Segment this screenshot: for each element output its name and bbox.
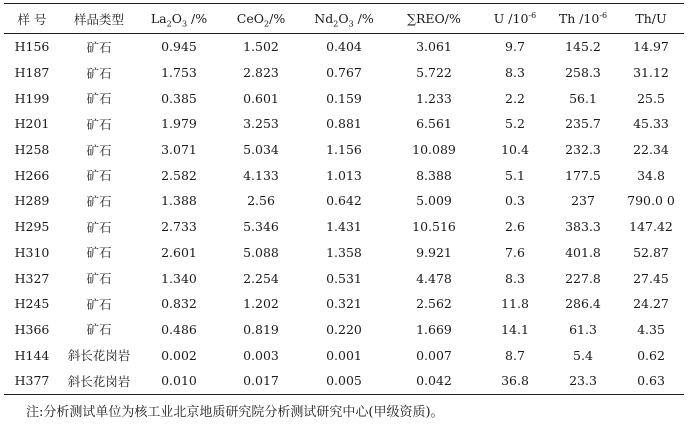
table-cell: 0.3 <box>505 193 525 209</box>
table-cell: 矿石 <box>86 65 112 81</box>
table-cell: 286.4 <box>565 296 601 312</box>
table-cell: 56.1 <box>569 90 597 106</box>
table-header <box>4 4 684 34</box>
table-cell: 8.3 <box>505 65 525 81</box>
table-cell: H258 <box>14 142 50 158</box>
table-cell: 斜长花岗岩 <box>67 373 131 389</box>
table-cell: 383.3 <box>565 219 601 235</box>
table-cell: 9.7 <box>505 39 525 55</box>
table-cell: 11.8 <box>501 296 529 312</box>
table-cell: 14.1 <box>501 321 529 337</box>
table-cell: 10.516 <box>412 219 456 235</box>
table-cell: 矿石 <box>86 116 112 132</box>
table-cell: 8.3 <box>505 270 525 286</box>
table-cell: 0.002 <box>161 347 197 363</box>
table-cell: 0.881 <box>326 116 362 132</box>
table-cell: 0.832 <box>161 296 197 312</box>
table-cell: 2.601 <box>161 244 197 260</box>
table-cell: 矿石 <box>86 91 112 107</box>
table-cell: 1.753 <box>161 65 197 81</box>
table-cell: 14.97 <box>633 39 669 55</box>
table-cell: 0.007 <box>416 347 452 363</box>
table-cell: 10.089 <box>412 142 456 158</box>
table-cell: H201 <box>14 116 50 132</box>
table-row <box>4 85 684 111</box>
table-cell: 237 <box>571 193 595 209</box>
table-cell: 22.34 <box>633 142 669 158</box>
table-cell: H156 <box>14 39 50 55</box>
table-cell: 0.042 <box>416 373 452 389</box>
column-header: Th $/10^{-6}$ <box>558 10 608 26</box>
data-table <box>4 3 684 395</box>
table-cell: 31.12 <box>633 65 669 81</box>
table-row <box>4 368 684 394</box>
table-cell: 27.45 <box>633 270 669 286</box>
table-cell: 34.8 <box>637 167 665 183</box>
table-cell: 1.502 <box>243 39 279 55</box>
table-row <box>4 342 684 368</box>
table-cell: 0.945 <box>161 39 197 55</box>
table-cell: 4.35 <box>637 321 665 337</box>
table-cell: 0.385 <box>161 90 197 106</box>
table-row <box>4 240 684 266</box>
table-cell: 10.4 <box>501 142 529 158</box>
table-cell: H327 <box>14 270 50 286</box>
table-cell: 矿石 <box>86 193 112 209</box>
table-cell: 177.5 <box>565 167 601 183</box>
table-cell: 矿石 <box>86 245 112 261</box>
table-cell: 矿石 <box>86 142 112 158</box>
table-row <box>4 317 684 343</box>
table-row <box>4 34 684 60</box>
table-cell: 0.486 <box>161 321 197 337</box>
column-header: $La_2O_3$ /% <box>150 11 208 29</box>
table-row <box>4 60 684 86</box>
table-cell: 45.33 <box>633 116 669 132</box>
table-cell: 232.3 <box>565 142 601 158</box>
table-cell: 矿石 <box>86 39 112 55</box>
table-cell: H295 <box>14 219 50 235</box>
table-cell: 790.0 0 <box>627 193 675 209</box>
table-cell: 1.358 <box>326 244 362 260</box>
column-header: CeO$_2$/% <box>236 11 286 29</box>
column-header: 样 号 <box>17 11 47 27</box>
table-row <box>4 188 684 214</box>
table-cell: 25.5 <box>637 90 665 106</box>
table-cell: 2.733 <box>161 219 197 235</box>
table-cell: 1.013 <box>326 167 362 183</box>
table-cell: 52.87 <box>633 244 669 260</box>
table-cell: 24.27 <box>633 296 669 312</box>
table-cell: 6.561 <box>416 116 452 132</box>
table-cell: H266 <box>14 167 50 183</box>
table-cell: 1.979 <box>161 116 197 132</box>
table-cell: 235.7 <box>565 116 601 132</box>
table-cell: 2.6 <box>505 219 525 235</box>
table-cell: 0.767 <box>326 65 362 81</box>
table-cell: 3.061 <box>416 39 452 55</box>
table-cell: H199 <box>14 90 50 106</box>
table-cell: 1.431 <box>326 219 362 235</box>
column-header: ∑REO/% <box>407 11 461 26</box>
table-cell: 1.340 <box>161 270 197 286</box>
table-cell: 0.220 <box>326 321 362 337</box>
table-cell: 0.010 <box>161 373 197 389</box>
table-cell: 2.254 <box>243 270 279 286</box>
table-cell: 矿石 <box>86 296 112 312</box>
table-cell: 5.034 <box>243 142 279 158</box>
table-cell: 1.233 <box>416 90 452 106</box>
table-cell: 145.2 <box>565 39 601 55</box>
table-cell: 4.478 <box>416 270 452 286</box>
table-body <box>4 34 684 395</box>
column-header: 样品类型 <box>73 11 124 27</box>
table-cell: 2.56 <box>247 193 275 209</box>
table-row <box>4 265 684 291</box>
table-cell: 5.4 <box>573 347 593 363</box>
table-cell: H310 <box>14 244 50 260</box>
table-cell: 0.005 <box>326 373 362 389</box>
table-cell: 5.722 <box>416 65 452 81</box>
table-cell: 斜长花岗岩 <box>67 348 131 364</box>
table-cell: 3.253 <box>243 116 279 132</box>
table-cell: 1.669 <box>416 321 452 337</box>
table-cell: 5.346 <box>243 219 279 235</box>
table-cell: 0.321 <box>326 296 362 312</box>
table-cell: 9.921 <box>416 244 452 260</box>
table-cell: 147.42 <box>629 219 673 235</box>
table-cell: 2.562 <box>416 296 452 312</box>
table-cell: 矿石 <box>86 168 112 184</box>
table-row <box>4 291 684 317</box>
table-cell: 227.8 <box>565 270 601 286</box>
table-cell: 36.8 <box>501 373 529 389</box>
table-cell: 0.003 <box>243 347 279 363</box>
table-cell: 2.582 <box>161 167 197 183</box>
table-cell: 0.159 <box>326 90 362 106</box>
table-cell: 矿石 <box>86 271 112 287</box>
table-cell: 0.63 <box>637 373 665 389</box>
table-cell: 2.823 <box>243 65 279 81</box>
table-cell: H377 <box>14 373 50 389</box>
table-cell: 0.62 <box>637 347 665 363</box>
table-cell: 23.3 <box>569 373 597 389</box>
table-cell: 7.6 <box>505 244 525 260</box>
table-cell: 0.404 <box>326 39 362 55</box>
table-cell: H366 <box>14 321 50 337</box>
table-cell: H144 <box>14 347 50 363</box>
table-cell: 2.2 <box>505 90 525 106</box>
table-cell: 3.071 <box>161 142 197 158</box>
table-cell: 1.156 <box>326 142 362 158</box>
table-cell: H289 <box>14 193 50 209</box>
table-cell: 矿石 <box>86 219 112 235</box>
column-header: Th/U <box>635 11 667 26</box>
table-cell: 5.2 <box>505 116 525 132</box>
table-cell: 5.1 <box>505 167 525 183</box>
table-cell: 5.088 <box>243 244 279 260</box>
table-cell: 0.819 <box>243 321 279 337</box>
table-cell: 1.388 <box>161 193 197 209</box>
table-cell: 258.3 <box>565 65 601 81</box>
table-cell: 矿石 <box>86 322 112 338</box>
table-cell: 401.8 <box>565 244 601 260</box>
table-cell: 61.3 <box>569 321 597 337</box>
table-footnote: 注:分析测试单位为核工业北京地质研究院分析测试研究中心(甲级资质)。 <box>26 405 444 420</box>
table-cell: 1.202 <box>243 296 279 312</box>
table-row <box>4 162 684 188</box>
table-row <box>4 137 684 163</box>
header-row <box>4 4 684 34</box>
table-cell: 0.001 <box>326 347 362 363</box>
table-cell: 0.601 <box>243 90 279 106</box>
table-cell: H245 <box>14 296 50 312</box>
column-header: $Nd_2O_3$ /% <box>314 11 374 29</box>
table-cell: H187 <box>14 65 50 81</box>
table-cell: 0.531 <box>326 270 362 286</box>
table-cell: 8.7 <box>505 347 525 363</box>
table-cell: 0.017 <box>243 373 279 389</box>
column-header: U $/10^{-6}$ <box>493 10 537 26</box>
table-row <box>4 111 684 137</box>
table-row <box>4 214 684 240</box>
table-cell: 8.388 <box>416 167 452 183</box>
table-cell: 5.009 <box>416 193 452 209</box>
table-cell: 0.642 <box>326 193 362 209</box>
table-cell: 4.133 <box>243 167 279 183</box>
